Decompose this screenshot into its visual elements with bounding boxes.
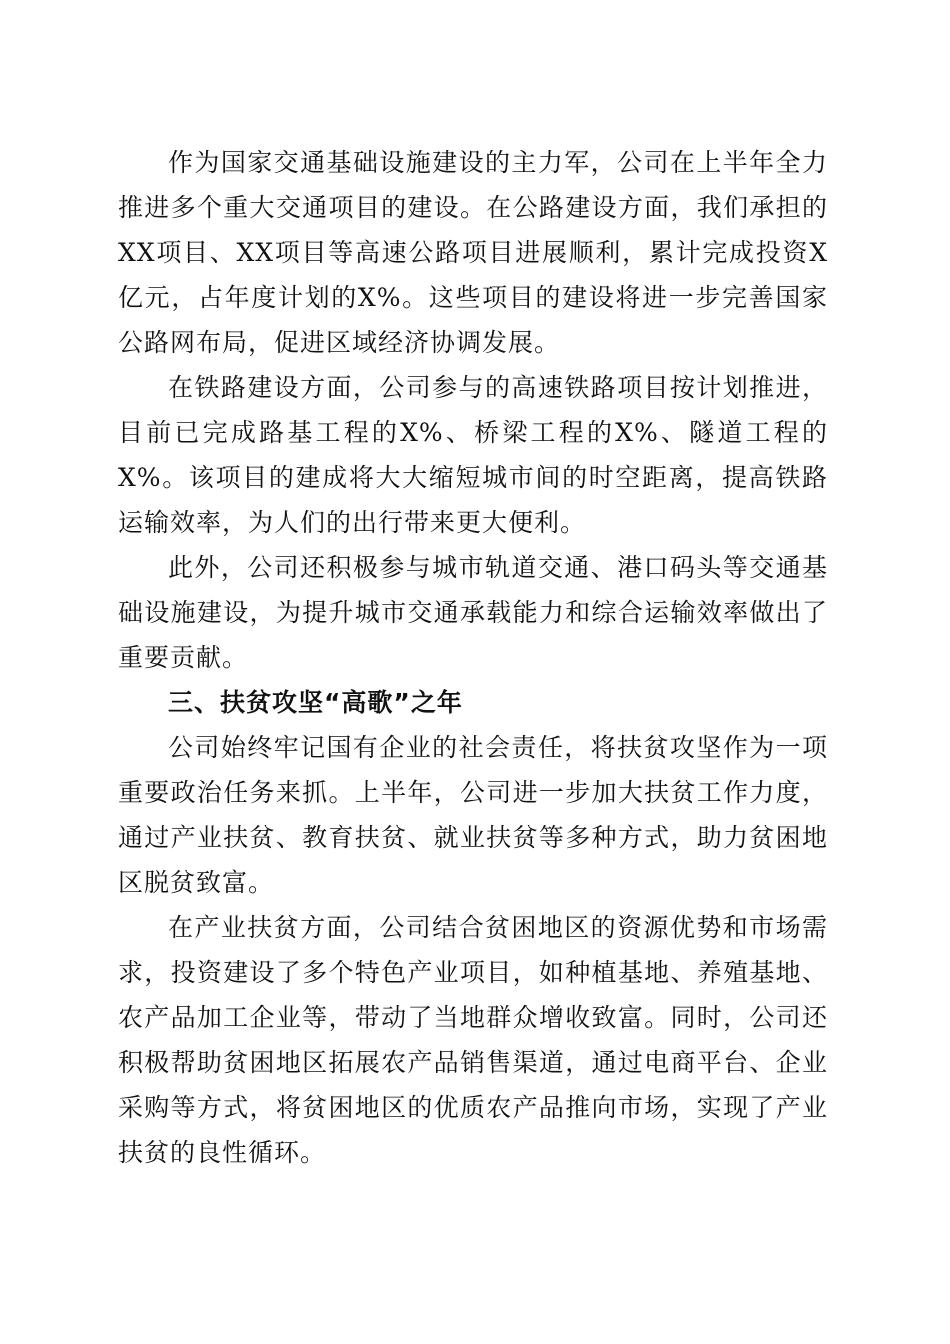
paragraph-highway-construction: 作为国家交通基础设施建设的主力军，公司在上半年全力推进多个重大交通项目的建设。在公路建设方面，我们承担的XX项目、XX项目等高速公路项目进展顺利，累计完成投资X亿元，占年度计划的X%。这些项目的建设将进一步完善国家公路网布局，促进区域经济协调发展。 bbox=[118, 148, 828, 357]
paragraph-poverty-alleviation: 公司始终牢记国有企业的社会责任，将扶贫攻坚作为一项重要政治任务来抓。上半年，公司进一步加大扶贫工作力度，通过产业扶贫、教育扶贫、就业扶贫等多种方式，助力贫困地区脱贫致富。 bbox=[118, 733, 828, 897]
document-body bbox=[118, 140, 828, 1175]
paragraph-other-infrastructure: 此外，公司还积极参与城市轨道交通、港口码头等交通基础设施建设，为提升城市交通承载能力和综合运输效率做出了重要贡献。 bbox=[118, 553, 828, 672]
paragraph-railway-construction: 在铁路建设方面，公司参与的高速铁路项目按计划推进，目前已完成路基工程的X%、桥梁工程的X%、隧道工程的X%。该项目的建成将大大缩短城市间的时空距离，提高铁路运输效率，为人们的出行带来更大便利。 bbox=[118, 373, 828, 537]
section-heading: 三、扶贫攻坚“高歌”之年 bbox=[168, 688, 463, 717]
paragraph-industrial-poverty-alleviation: 在产业扶贫方面，公司结合贫困地区的资源优势和市场需求，投资建设了多个特色产业项目，如种植基地、养殖基地、农产品加工企业等，带动了当地群众增收致富。同时，公司还积极帮助贫困地区拓展农产品销售渠道，通过电商平台、企业采购等方式，将贫困地区的优质农产品推向市场，实现了产业扶贫的良性循环。 bbox=[118, 913, 828, 1167]
